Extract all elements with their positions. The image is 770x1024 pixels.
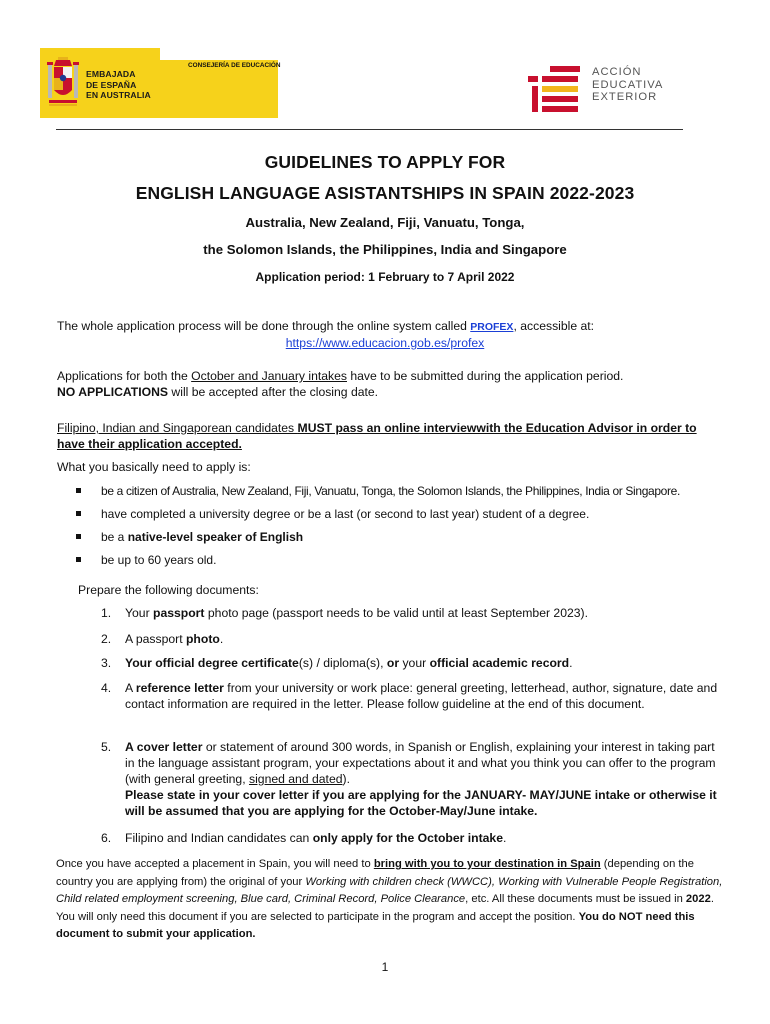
intro-paragraph: The whole application process will be done through the online system called PROFEX, accessible at: — [57, 319, 595, 333]
bullet-icon — [76, 534, 81, 539]
aee-logo — [528, 66, 678, 118]
aee-name: ACCIÓN EDUCATIVA EXTERIOR — [592, 66, 664, 103]
header-divider — [56, 129, 683, 130]
documents-heading: Prepare the following documents: — [78, 583, 259, 597]
bullet-icon — [76, 557, 81, 562]
requirements-heading: What you basically need to apply is: — [57, 460, 251, 474]
countries-line-2: the Solomon Islands, the Philippines, India and Singapore — [203, 242, 567, 257]
closing-paragraph: Once you have accepted a placement in Spain, you will need to bring with you to your destination in Spain (depending on the country you are applying from) the original of your Working with children check (WWCC), Working with Vulnerable People Registration, Child related employment screening, Blue card, Criminal Record, Police Clearance, etc. All these documents must be issued in 2022. You will only need this document if you are selected to participate in the program and accept the position. You do NOT need this document to submit your application. — [56, 858, 723, 940]
profex-url-line — [0, 336, 770, 350]
page-number: 1 — [381, 960, 389, 974]
profex-url-link[interactable]: https://www.educacion.gob.es/profex — [285, 336, 485, 350]
consejeria-label: CONSEJERÍA DE EDUCACIÓN — [188, 62, 281, 69]
bullet-icon — [76, 511, 81, 516]
spain-coat-of-arms-icon — [46, 56, 80, 110]
embassy-logo — [40, 48, 281, 118]
page-title-line-1: GUIDELINES TO APPLY FOR — [264, 152, 506, 172]
bullet-icon — [76, 488, 81, 493]
profex-link[interactable]: PROFEX — [470, 321, 514, 333]
candidates-paragraph: Filipino, Indian and Singaporean candidates MUST pass an online interviewwith the Education Advisor in order to have their application accepted. — [57, 421, 697, 451]
countries-line-1: Australia, New Zealand, Fiji, Vanuatu, Tonga, — [245, 215, 525, 230]
embassy-name: EMBAJADA DE ESPAÑA EN AUSTRALIA — [86, 69, 151, 100]
document-page: EMBAJADA DE ESPAÑA EN AUSTRALIA CONSEJERÍA DE EDUCACIÓN ACCIÓN EDUCATIVA EXTERIOR GUIDELINES TO APPLY FOR ENGLISH LANGUAGE ASISTANTSHIPS IN SPAIN 2022-2023 Australia, New Zealand, Fiji, Vanuatu, Tonga, the Solomon Islands, the Philippines, India and Singapore Application period: 1 February to 7 April 2022 The whole application process will be done through the online system called PROFEX, accessible at: https://www.educacion.gob.es/profex Applications for both the October and January intakes have to be submitted during the application period. NO APPLICATIONS will be accepted after the closing date. Filipino, Indian and Singaporean candidates MUST pass an online interviewwith the Education Advisor in order to have their application accepted. What you basically need to apply is: be a citizen of Australia, New Zealand, Fiji, Vanuatu, Tonga, the Solomon Islands, the Philippines, India or Singapore. have completed a university degree or be a last (or second to last year) student of a degree. be a native-level speaker of English be up to 60 years old. Prepare the following documents: 1. Your passport photo page (passport needs to be valid until at least September 2023). 2. A passport photo. 3. Your official degree certificate(s) / diploma(s), or your official academic record. 4. A reference letter from your university or work place: general greeting, letterhead, author, signature, date and contact information are required in the letter. Please follow guideline at the end of this document. 5. A cover letter or statement of around 300 words, in Spanish or English, explaining your interest in taking part in the language assistant program, your expectations about it and what you think you can offer to the program (with general greeting, signed and dated). Please state in your cover letter if you are applying for the JANUARY- MAY/JUNE intake or otherwise it will be assumed that you are applying for the October-May/June intake. 6. Filipino and Indian candidates can only apply for the October intake. Once you have accepted a placement in Spain, you will need to bring with you to your destination in Spain (depending on the country you are applying from) the original of your Working with children check (WWCC), Working with Vulnerable People Registration, Child related employment screening, Blue card, Criminal Record, Police Clearance, etc. All these documents must be issued in 2022. You will only need this document if you are selected to participate in the program and accept the position. You do NOT need this document to submit your application. 1 — [0, 0, 770, 1024]
page-title-line-2: ENGLISH LANGUAGE ASISTANTSHIPS IN SPAIN 2022-2023 — [135, 183, 635, 203]
applications-paragraph: Applications for both the October and January intakes have to be submitted during the application period. NO APPLICATIONS will be accepted after the closing date. — [57, 369, 624, 399]
aee-mark-icon — [528, 66, 584, 118]
application-period: Application period: 1 February to 7 April 2022 — [255, 270, 515, 284]
